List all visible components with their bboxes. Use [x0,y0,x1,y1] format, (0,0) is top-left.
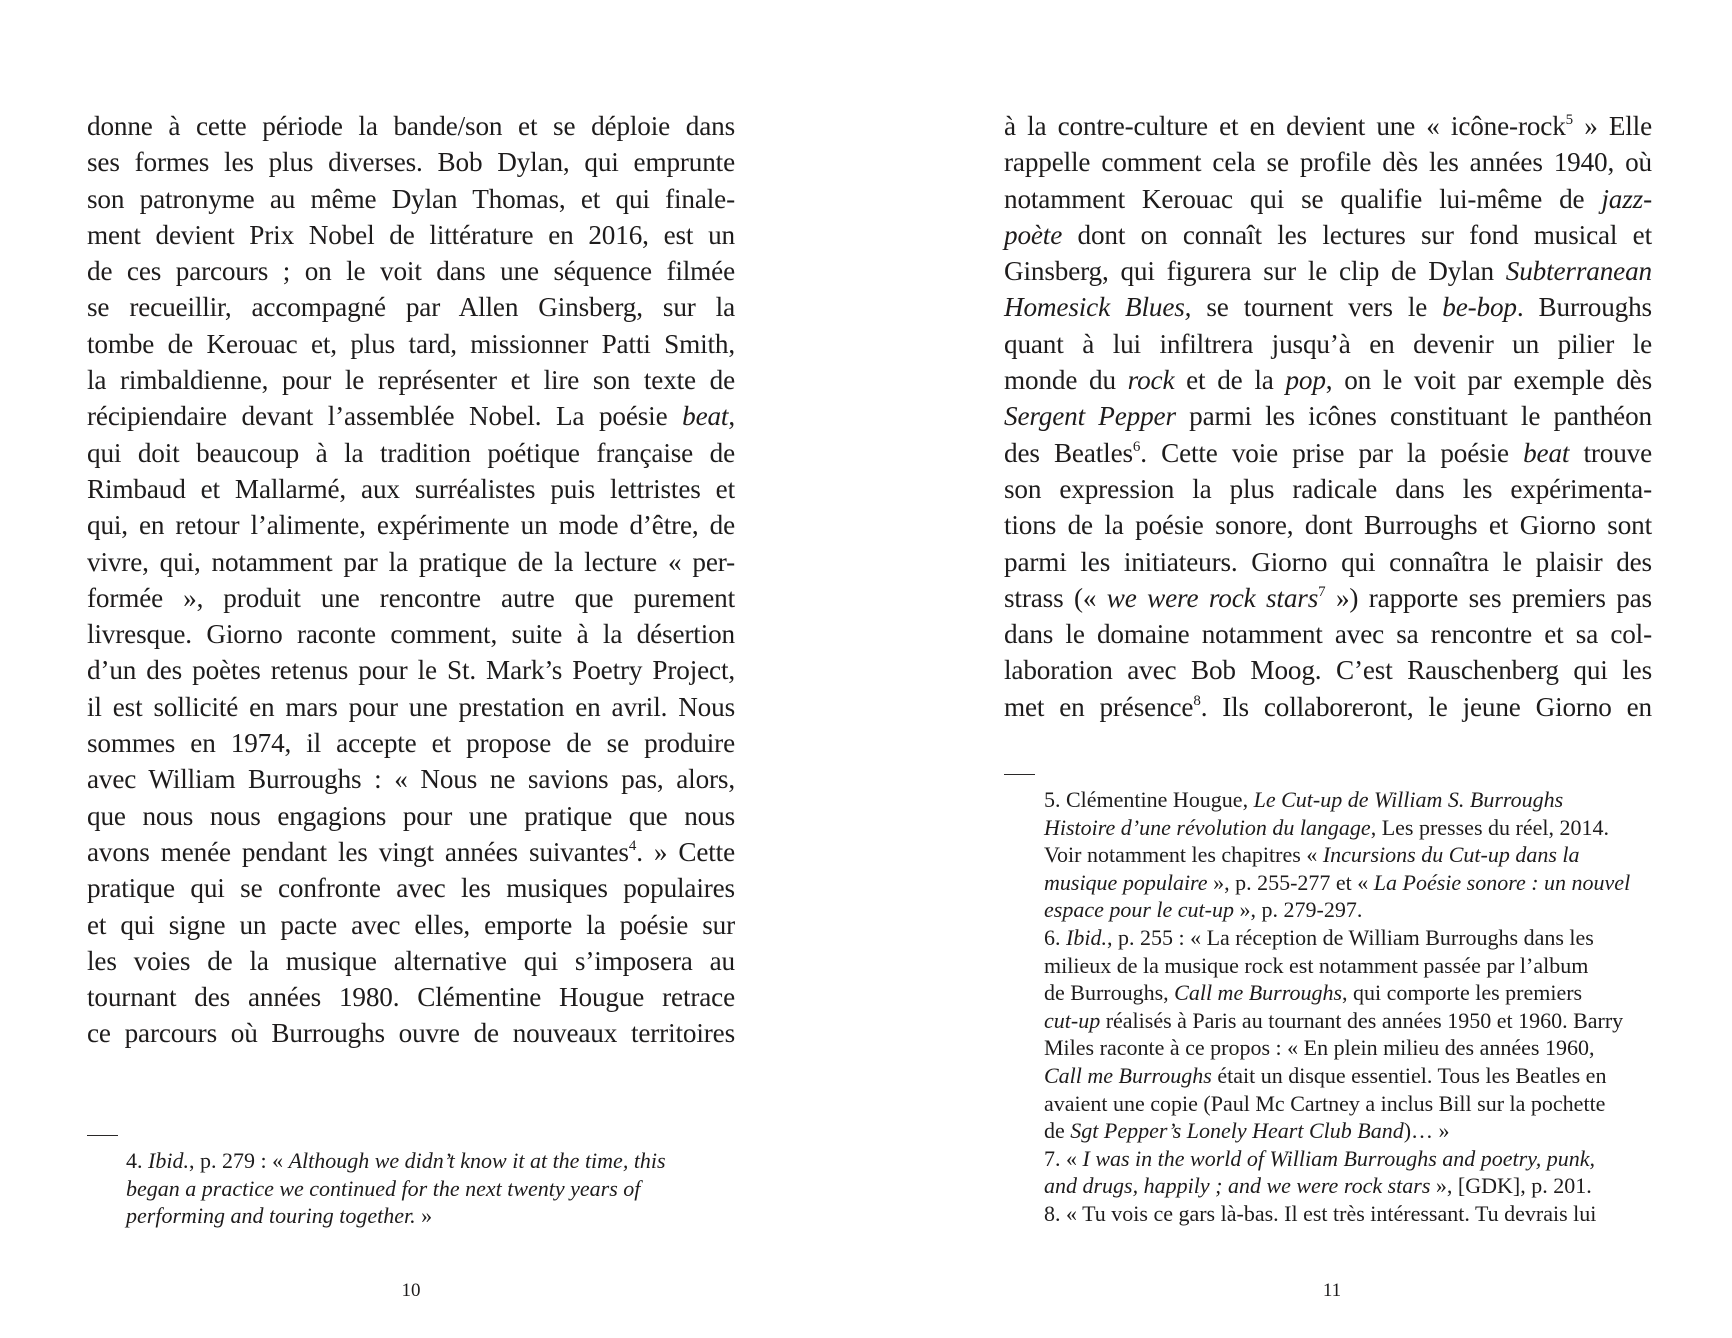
text-run: il est sollicité en mars pour une prestation en avril. Nous [87,691,735,722]
italic-text: Le Cut-up de William S. Burroughs [1253,787,1564,812]
text-run: . » Cette [636,836,735,867]
text-line [1004,181,1652,217]
text-run: notamment Kerouac qui se qualifie lui-même de [1004,183,1602,214]
text-line [1004,507,1652,543]
text-run: quant à lui infiltrera jusqu’à en devenir un pilier le [1004,328,1652,359]
text-line [1004,108,1652,144]
text-run: son expression la plus radicale dans les expérimenta- [1004,473,1652,504]
text-line [87,616,735,652]
text-run: ses formes les plus diverses. Bob Dylan, qui emprunte [87,147,735,178]
footnote-line [1044,1200,1664,1228]
italic-text: Homesick Blues, [1004,292,1192,323]
page-number: 10 [401,1280,421,1301]
text-run: ») rapporte ses premiers pas [1325,582,1652,613]
text-line [87,689,735,725]
text-run: son patronyme au même Dylan Thomas, et qui finale- [87,183,735,214]
text-run: avec William Burroughs : « Nous ne savions pas, alors, [87,764,735,795]
text-line [87,181,735,217]
text-run: et de la [1174,365,1286,396]
footnote-line [1044,1034,1664,1062]
footnote-line [126,1175,746,1203]
text-line [1004,652,1652,688]
text-run: 5. Clémentine Hougue, [1044,787,1254,812]
italic-text: La Poésie sonore : un nouvel [1373,869,1631,895]
footnote-reference: 4 [628,837,637,854]
text-line [1004,544,1652,580]
text-run: formée », produit une rencontre autre que purement [87,582,735,613]
text-run: ce parcours où Burroughs ouvre de nouveaux territoires [87,1018,735,1049]
text-line [87,217,735,253]
italic-text: jazz- [1601,183,1652,214]
text-run: », [GDK], p. 201. [1430,1173,1592,1199]
footnotes [126,1147,746,1230]
italic-text: I was in the world of William Burroughs and poetry, punk, [1082,1145,1596,1171]
text-line [87,943,735,979]
text-run: met en présence [1004,691,1194,722]
text-run: 6. [1044,924,1066,950]
footnote-line [1044,1062,1664,1090]
page-number: 11 [1322,1280,1342,1301]
text-run: vivre, qui, notamment par la pratique de la lecture « per- [87,546,735,577]
italic-text: Sgt Pepper’s Lonely Heart Club Band [1070,1118,1404,1144]
text-line [87,761,735,797]
text-run: d’un des poètes retenus pour le St. Mark’s Poetry Project, [87,655,735,686]
italic-text: rock [1127,365,1175,396]
text-line [1004,144,1652,180]
text-line [1004,616,1652,652]
footnote-line [1044,869,1664,897]
text-line [87,798,735,834]
text-run: 8. « Tu vois ce gars là-bas. Il est très intéressant. Tu devrais lui [1044,1200,1597,1226]
footnote-separator-rule [87,1135,118,1136]
footnote-reference: 7 [1318,583,1326,600]
footnote-reference: 8 [1193,692,1201,709]
text-run: se recueillir, accompagné par Allen Ginsberg, sur la [87,292,735,323]
text-run: rappelle comment cela se profile dès les années 1940, où [1004,147,1652,178]
text-line [1004,326,1652,362]
text-run: tions de la poésie sonore, dont Burroughs et Giorno sont [1004,510,1652,541]
italic-text: Ibid. [1066,924,1107,950]
italic-text: cut-up [1044,1007,1101,1033]
footnote-line [1044,1090,1664,1118]
text-run: donne à cette période la bande/son et se déploie dans [87,111,735,141]
footnote-line [1044,1172,1664,1200]
text-line [87,362,735,398]
footnote-line [1044,924,1664,952]
text-run: Rimbaud et Mallarmé, aux surréalistes puis lettristes et [87,473,735,504]
text-line [1004,435,1652,471]
italic-text: performing and touring together. [126,1203,416,1229]
text-run: strass (« [1004,582,1107,613]
text-run: tournant des années 1980. Clémentine Hougue retrace [87,982,735,1013]
italic-text: beat [1523,437,1570,468]
footnote-line [1044,979,1664,1007]
text-line [87,253,735,289]
text-run: . Ils collaboreront, le jeune Giorno en [1200,691,1652,722]
text-run: dans le domaine notamment avec sa rencontre et sa col- [1004,619,1652,650]
footnote-line [1044,896,1664,924]
text-run: livresque. Giorno raconte comment, suite à la désertion [87,619,735,650]
text-line [1004,398,1652,434]
text-run: ment devient Prix Nobel de littérature en 2016, est un [87,219,735,250]
text-run: . Cette voie prise par la poésie [1140,437,1524,468]
footnote-line [1044,1117,1664,1145]
text-run: avons menée pendant les vingt années suivantes [87,836,629,867]
text-run: la rimbaldienne, pour le représenter et lire son texte de [87,365,735,396]
text-run: les voies de la musique alternative qui s’imposera au [87,945,735,976]
body-text [1004,108,1652,725]
footnote-line [1044,814,1664,842]
footnote-line [1044,786,1664,814]
text-run: de [1044,1118,1071,1144]
text-line [1004,471,1652,507]
text-run: réalisés à Paris au tournant des années 1950 et 1960. Barry [1100,1007,1624,1033]
text-run: Ginsberg, qui figurera sur le clip de Dylan [1004,256,1506,287]
footnote-line [1044,1007,1664,1035]
footnote-reference: 6 [1132,438,1141,455]
text-run: laboration avec Bob Moog. C’est Rauschenberg qui les [1004,655,1652,686]
text-line [87,652,735,688]
footnote-line [1044,952,1664,980]
text-line [87,435,735,471]
text-line [1004,217,1652,253]
italic-text: Subterranean [1505,256,1652,287]
text-run: trouve [1569,437,1653,468]
text-run: de Burroughs, [1044,980,1175,1006]
footnote-line [126,1147,746,1175]
text-line [1004,289,1652,325]
text-line [87,507,735,543]
text-run: . Burroughs [1516,292,1652,323]
footnote-separator-rule [1004,774,1035,775]
text-line [87,326,735,362]
text-run: qui doit beaucoup à la tradition poétique française de [87,437,735,468]
italic-text: musique populaire [1044,869,1208,895]
text-run: monde du [1004,365,1128,396]
text-run: Miles raconte à ce propos : « En plein milieu des années 1960, [1044,1035,1595,1061]
text-run: se tournent vers le [1191,292,1443,323]
right-page [866,0,1732,1338]
italic-text: and drugs, happily ; and we were rock stars [1044,1173,1431,1199]
italic-text: began a practice we continued for the next twenty years of [126,1175,641,1201]
text-run: 7. « [1044,1145,1083,1171]
text-line [87,471,735,507]
text-run: », p. 255-277 et « [1207,869,1374,895]
text-run: pratique qui se confronte avec les musiques populaires [87,873,735,904]
text-run: qui, en retour l’alimente, expérimente un mode d’être, de [87,510,735,541]
italic-text: we were rock stars [1106,582,1319,613]
text-run: » [415,1203,433,1229]
text-line [87,834,735,870]
italic-text: beat [682,401,729,432]
text-line [87,108,735,144]
text-line [87,580,735,616]
italic-text: be-bop [1442,292,1517,323]
text-run: des Beatles [1004,437,1133,468]
italic-text: Incursions du Cut-up dans la [1322,842,1580,868]
text-run: parmi les icônes constituant le panthéon [1175,401,1652,432]
footnote-reference: 5 [1565,112,1574,128]
text-run: parmi les initiateurs. Giorno qui connaîtra le plaisir des [1004,546,1652,577]
text-run: Voir notamment les chapitres « [1044,842,1323,868]
text-line [1004,689,1652,725]
text-run: , p. 255 : « La réception de William Burroughs dans les [1106,924,1594,950]
text-run: et qui signe un pacte avec elles, emporte la poésie sur [87,909,735,940]
text-run: , [728,401,735,432]
text-line [87,907,735,943]
text-line [1004,580,1652,616]
text-run: sommes en 1974, il accepte et propose de se produire [87,728,735,759]
text-run: , on le voit par exemple dès [1325,365,1653,396]
italic-text: Call me Burroughs [1044,1062,1212,1088]
footnote-line [126,1202,746,1230]
text-run: », p. 279-297. [1234,897,1363,923]
text-run: , p. 279 : « [188,1148,289,1173]
text-run: récipiendaire devant l’assemblée Nobel. La poésie [87,401,683,432]
text-run: , Les presses du réel, 2014. [1370,814,1609,840]
text-run: 4. [126,1148,148,1173]
text-run: milieux de la musique rock est notamment passée par l’album [1044,952,1589,978]
text-line [87,398,735,434]
text-run: que nous nous engagions pour une pratique que nous [87,800,735,831]
text-run: » Elle [1573,111,1652,141]
text-line [87,725,735,761]
italic-text: Sergent Pepper [1004,401,1176,432]
text-run: était un disque essentiel. Tous les Beatles en [1211,1062,1607,1088]
text-run: à la contre-culture et en devient une « icône-rock [1004,111,1566,141]
text-line [1004,362,1652,398]
italic-text: espace pour le cut-up [1044,897,1234,923]
italic-text: pop [1285,365,1326,396]
text-line [87,1015,735,1051]
footnote-line [1044,1145,1664,1173]
text-line [1004,253,1652,289]
italic-text: Ibid. [148,1148,189,1173]
italic-text: Call me Burroughs [1174,980,1343,1006]
text-run: de ces parcours ; on le voit dans une séquence filmée [87,256,735,287]
text-run: , qui comporte les premiers [1342,980,1583,1006]
text-line [87,289,735,325]
footnote-line [1044,841,1664,869]
text-run: tombe de Kerouac et, plus tard, missionner Patti Smith, [87,328,735,359]
text-run: dont on connaît les lectures sur fond musical et [1062,219,1652,250]
italic-text: Although we didn’t know it at the time, this [288,1148,666,1173]
text-line [87,144,735,180]
text-run: )… » [1403,1118,1450,1144]
footnotes [1044,786,1664,1228]
body-text [87,108,735,1052]
text-line [87,544,735,580]
italic-text: poète [1004,219,1063,250]
text-line [87,870,735,906]
italic-text: Histoire d’une révolution du langage [1044,814,1371,840]
text-run: avaient une copie (Paul Mc Cartney a inclus Bill sur la pochette [1044,1090,1606,1116]
text-line [87,979,735,1015]
